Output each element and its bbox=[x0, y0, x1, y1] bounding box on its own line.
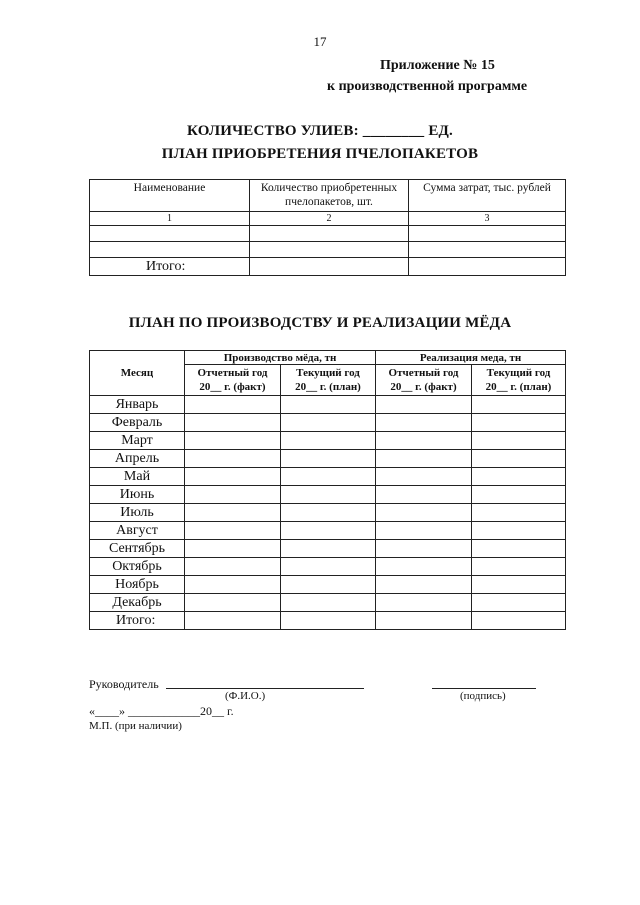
month-label: Апрель bbox=[90, 450, 185, 468]
head-label: Руководитель bbox=[89, 677, 159, 691]
sub-header-sales-plan: Текущий год 20__ г. (план) bbox=[472, 365, 566, 396]
table-cell[interactable] bbox=[376, 522, 472, 540]
table-cell[interactable] bbox=[472, 594, 566, 612]
table-cell[interactable] bbox=[472, 558, 566, 576]
fio-line[interactable] bbox=[166, 688, 364, 689]
sub-header-production-fact: Отчетный год 20__ г. (факт) bbox=[185, 365, 281, 396]
table-cell[interactable] bbox=[185, 432, 281, 450]
table-header-row bbox=[90, 180, 566, 212]
month-label: Март bbox=[90, 432, 185, 450]
table-cell[interactable] bbox=[472, 612, 566, 630]
signature-caption: (подпись) bbox=[460, 690, 506, 702]
table-cell[interactable] bbox=[90, 226, 250, 242]
appendix-number: Приложение № 15 bbox=[380, 58, 495, 73]
table-cell[interactable] bbox=[472, 504, 566, 522]
table-cell[interactable] bbox=[376, 396, 472, 414]
table-cell[interactable] bbox=[185, 486, 281, 504]
table-cell[interactable] bbox=[472, 468, 566, 486]
column-number: 2 bbox=[250, 212, 409, 226]
month-label: Май bbox=[90, 468, 185, 486]
table-row bbox=[90, 242, 566, 258]
fio-caption: (Ф.И.О.) bbox=[225, 690, 266, 702]
table-cell[interactable] bbox=[281, 486, 376, 504]
table-cell[interactable] bbox=[281, 468, 376, 486]
total-label: Итого: bbox=[90, 258, 250, 276]
table-cell[interactable] bbox=[472, 486, 566, 504]
table-cell[interactable] bbox=[376, 540, 472, 558]
table-cell[interactable] bbox=[185, 522, 281, 540]
table-row bbox=[90, 576, 566, 594]
table-cell[interactable] bbox=[376, 594, 472, 612]
month-label: Июнь bbox=[90, 486, 185, 504]
month-label: Январь bbox=[90, 396, 185, 414]
column-number-row bbox=[90, 212, 566, 226]
table-cell[interactable] bbox=[185, 540, 281, 558]
table-cell[interactable] bbox=[185, 414, 281, 432]
table-cell[interactable] bbox=[281, 504, 376, 522]
month-label: Август bbox=[90, 522, 185, 540]
table-row bbox=[90, 594, 566, 612]
table-cell[interactable] bbox=[185, 594, 281, 612]
table-cell[interactable] bbox=[472, 540, 566, 558]
table-row bbox=[90, 486, 566, 504]
table-cell[interactable] bbox=[376, 414, 472, 432]
sub-header-production-plan: Текущий год 20__ г. (план) bbox=[281, 365, 376, 396]
month-label: Октябрь bbox=[90, 558, 185, 576]
table-cell[interactable] bbox=[281, 450, 376, 468]
column-number: 3 bbox=[409, 212, 566, 226]
table-row bbox=[90, 468, 566, 486]
table-cell[interactable] bbox=[90, 242, 250, 258]
table-cell[interactable] bbox=[472, 432, 566, 450]
table-cell[interactable] bbox=[185, 576, 281, 594]
table-cell[interactable] bbox=[409, 226, 566, 242]
month-label: Июль bbox=[90, 504, 185, 522]
sales-header: Реализация меда, тн bbox=[376, 351, 566, 365]
table-cell[interactable] bbox=[281, 540, 376, 558]
column-number: 1 bbox=[90, 212, 250, 226]
table-cell[interactable] bbox=[281, 558, 376, 576]
table-cell[interactable] bbox=[185, 558, 281, 576]
table-cell[interactable] bbox=[185, 468, 281, 486]
table-cell[interactable] bbox=[185, 450, 281, 468]
table-row bbox=[90, 504, 566, 522]
total-label: Итого: bbox=[90, 612, 185, 630]
table-cell[interactable] bbox=[281, 414, 376, 432]
table-row bbox=[90, 558, 566, 576]
table-cell[interactable] bbox=[472, 396, 566, 414]
bee-package-table bbox=[89, 179, 566, 276]
table-row bbox=[90, 450, 566, 468]
table-cell[interactable] bbox=[409, 242, 566, 258]
table-cell[interactable] bbox=[376, 558, 472, 576]
table-row bbox=[90, 522, 566, 540]
signature-line[interactable] bbox=[432, 688, 536, 689]
table-cell[interactable] bbox=[281, 594, 376, 612]
month-label: Ноябрь bbox=[90, 576, 185, 594]
page-number: 17 bbox=[313, 34, 327, 49]
month-label: Сентябрь bbox=[90, 540, 185, 558]
production-header: Производство мёда, тн bbox=[185, 351, 376, 365]
appendix-subtitle: к производственной программе bbox=[327, 79, 528, 94]
sub-header-sales-fact: Отчетный год 20__ г. (факт) bbox=[376, 365, 472, 396]
table-cell[interactable] bbox=[376, 432, 472, 450]
table-cell[interactable] bbox=[376, 486, 472, 504]
table-cell[interactable] bbox=[185, 612, 281, 630]
hive-count-title: КОЛИЧЕСТВО УЛИЕВ: ________ ЕД. bbox=[187, 123, 453, 139]
table-cell[interactable] bbox=[376, 468, 472, 486]
table-cell[interactable] bbox=[281, 522, 376, 540]
table-cell[interactable] bbox=[376, 504, 472, 522]
honey-plan-title: ПЛАН ПО ПРОИЗВОДСТВУ И РЕАЛИЗАЦИИ МЁДА bbox=[128, 315, 512, 331]
header-cost: Сумма затрат, тыс. рублей bbox=[409, 180, 566, 212]
table-row bbox=[90, 414, 566, 432]
table-cell[interactable] bbox=[472, 522, 566, 540]
table-cell[interactable] bbox=[185, 396, 281, 414]
table-row bbox=[90, 432, 566, 450]
date-line: «____» ____________20__ г. bbox=[89, 704, 234, 718]
month-label: Февраль bbox=[90, 414, 185, 432]
table-cell[interactable] bbox=[472, 414, 566, 432]
table-row bbox=[90, 226, 566, 242]
table-cell[interactable] bbox=[250, 242, 409, 258]
month-header: Месяц bbox=[90, 351, 185, 396]
total-row bbox=[90, 258, 566, 276]
total-row bbox=[90, 612, 566, 630]
table-cell[interactable] bbox=[281, 612, 376, 630]
table-row bbox=[90, 540, 566, 558]
honey-production-table bbox=[89, 350, 566, 630]
group-header-row bbox=[90, 351, 566, 365]
table-cell[interactable] bbox=[281, 576, 376, 594]
table-cell[interactable] bbox=[281, 432, 376, 450]
table-cell[interactable] bbox=[250, 226, 409, 242]
header-name: Наименование bbox=[90, 180, 250, 212]
bee-package-plan-title: ПЛАН ПРИОБРЕТЕНИЯ ПЧЕЛОПАКЕТОВ bbox=[161, 146, 479, 162]
table-cell[interactable] bbox=[185, 504, 281, 522]
table-cell[interactable] bbox=[250, 258, 409, 276]
table-cell[interactable] bbox=[281, 396, 376, 414]
table-cell[interactable] bbox=[472, 576, 566, 594]
table-cell[interactable] bbox=[376, 612, 472, 630]
table-cell[interactable] bbox=[472, 450, 566, 468]
stamp-note: М.П. (при наличии) bbox=[89, 720, 182, 732]
header-quantity: Количество приобретенных пчелопакетов, шт. bbox=[250, 180, 409, 212]
table-cell[interactable] bbox=[376, 450, 472, 468]
table-row bbox=[90, 396, 566, 414]
month-label: Декабрь bbox=[90, 594, 185, 612]
table-cell[interactable] bbox=[376, 576, 472, 594]
table-cell[interactable] bbox=[409, 258, 566, 276]
